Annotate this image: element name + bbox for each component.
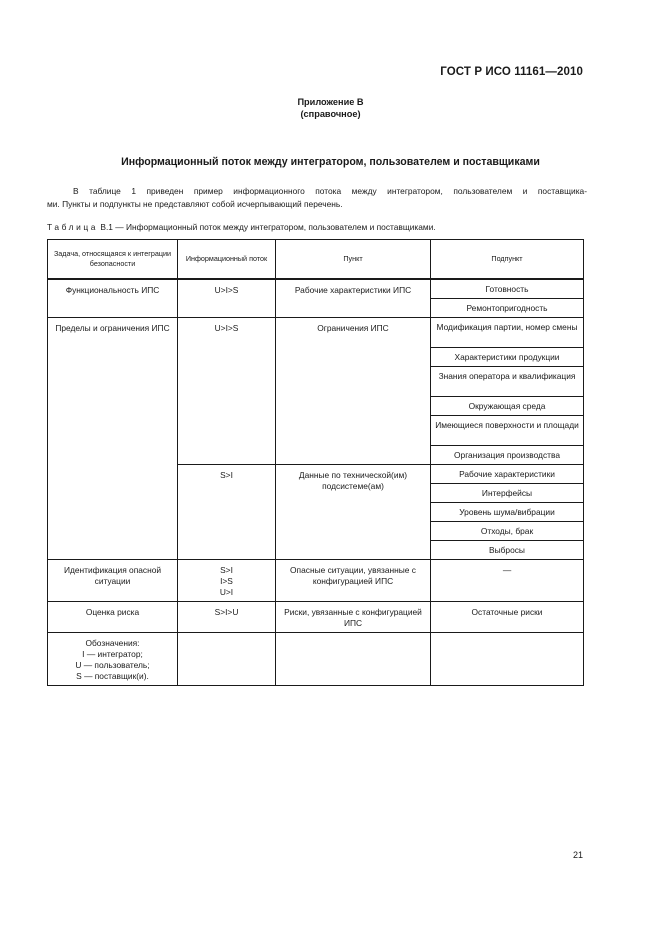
intro-line-1: В таблице 1 приведен пример информационного потока между интегратором, пользователем и поставщика-	[73, 186, 587, 196]
cell-task: Функциональность ИПС	[48, 279, 178, 318]
cell-subitem: Модификация партии, номер смены	[431, 318, 584, 348]
cell-flow: S>I I>S U>I	[178, 560, 276, 602]
header-flow: Информационный поток	[178, 240, 276, 280]
header-item: Пункт	[276, 240, 431, 280]
cell-subitem: Уровень шума/вибрации	[431, 503, 584, 522]
table-row	[48, 279, 584, 299]
cell-flow: U>I>S	[178, 279, 276, 318]
cell-subitem: Ремонтопригодность	[431, 299, 584, 318]
cell-empty	[431, 633, 584, 686]
cell-flow: S>I	[178, 465, 276, 560]
table-row	[48, 560, 584, 602]
cell-item: Данные по технической(им) подсистеме(ам)	[276, 465, 431, 560]
cell-flow: S>I>U	[178, 602, 276, 633]
cell-empty	[178, 633, 276, 686]
cell-flow: U>I>S	[178, 318, 276, 465]
table-row	[48, 318, 584, 348]
header-subitem: Подпункт	[431, 240, 584, 280]
cell-subitem: Готовность	[431, 279, 584, 299]
standard-code: ГОСТ Р ИСО 11161—2010	[440, 66, 583, 78]
annex-subtitle: (справочное)	[300, 109, 361, 119]
cell-subitem: Характеристики продукции	[431, 348, 584, 367]
cell-subitem: Имеющиеся поверхности и площади	[431, 416, 584, 446]
cell-subitem: Интерфейсы	[431, 484, 584, 503]
table-caption-text: В.1 — Информационный поток между интегратором, пользователем и поставщиками.	[98, 222, 436, 232]
table-row	[48, 602, 584, 633]
header-task: Задача, относящаяся к интеграции безопасности	[48, 240, 178, 280]
table-header-row	[48, 240, 584, 280]
cell-subitem: Отходы, брак	[431, 522, 584, 541]
table-caption-prefix: Таблица	[47, 222, 99, 232]
cell-task: Пределы и ограничения ИПС	[48, 318, 178, 560]
table-caption	[47, 222, 436, 232]
cell-legend: Обозначения: I — интегратор; U — пользователь; S — поставщик(и).	[48, 633, 178, 686]
cell-subitem: —	[431, 560, 584, 602]
cell-subitem: Остаточные риски	[431, 602, 584, 633]
page-number: 21	[572, 850, 583, 860]
document-title: Информационный поток между интегратором, пользователем и поставщиками	[121, 156, 540, 168]
annex-title: Приложение В	[297, 97, 364, 107]
cell-subitem: Рабочие характеристики	[431, 465, 584, 484]
info-flow-table	[47, 239, 584, 686]
intro-line-2: ми. Пункты и подпункты не представляют собой исчерпывающий перечень.	[47, 198, 343, 209]
cell-subitem: Организация производства	[431, 446, 584, 465]
cell-item: Ограничения ИПС	[276, 318, 431, 465]
cell-item: Рабочие характеристики ИПС	[276, 279, 431, 318]
cell-item: Опасные ситуации, увязанные с конфигурацией ИПС	[276, 560, 431, 602]
table-row	[48, 633, 584, 686]
cell-empty	[276, 633, 431, 686]
cell-subitem: Выбросы	[431, 541, 584, 560]
cell-subitem: Знания оператора и квалификация	[431, 367, 584, 397]
intro-paragraph	[47, 185, 587, 210]
cell-subitem: Окружающая среда	[431, 397, 584, 416]
cell-task: Оценка риска	[48, 602, 178, 633]
cell-item: Риски, увязанные с конфигурацией ИПС	[276, 602, 431, 633]
cell-task: Идентификация опасной ситуации	[48, 560, 178, 602]
